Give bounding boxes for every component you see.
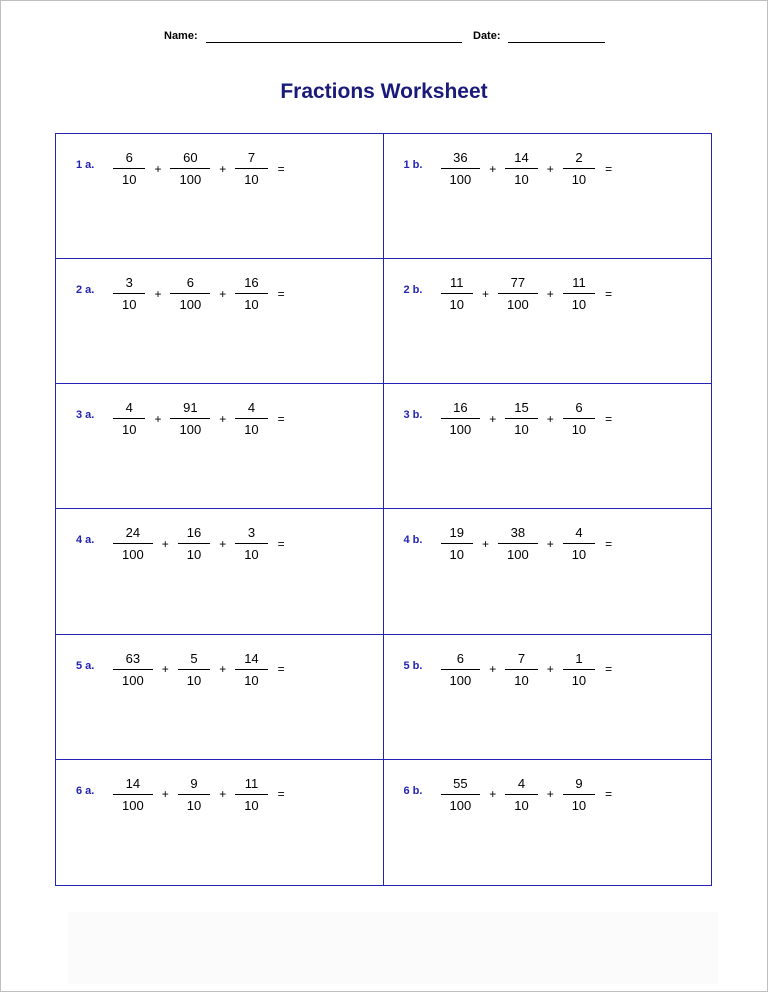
fraction-bar xyxy=(563,794,595,795)
fraction-expression xyxy=(111,650,285,689)
problem-label: 1 b. xyxy=(403,159,423,171)
fraction-expression xyxy=(439,775,613,814)
fraction-bar xyxy=(113,543,153,544)
problem-label: 5 a. xyxy=(76,659,95,672)
denominator: 10 xyxy=(449,297,464,313)
fraction xyxy=(439,274,475,313)
fraction-bar xyxy=(170,293,210,294)
denominator: 10 xyxy=(122,172,137,187)
fraction xyxy=(561,524,597,563)
problem-cell xyxy=(56,134,384,259)
equals-sign: = xyxy=(277,286,285,301)
denominator: 100 xyxy=(449,422,472,438)
problem-cell xyxy=(384,760,712,885)
fraction xyxy=(503,650,539,689)
numerator: 9 xyxy=(575,775,583,791)
denominator: 10 xyxy=(449,547,464,563)
numerator: 7 xyxy=(517,650,526,666)
problem-cell xyxy=(384,259,712,384)
fraction-bar xyxy=(113,418,145,419)
fraction-bar xyxy=(563,543,595,544)
problem-label: 2 b. xyxy=(403,284,423,297)
problem-label: 2 a. xyxy=(76,284,95,297)
numerator: 91 xyxy=(183,400,198,416)
plus-sign: + xyxy=(219,787,227,802)
denominator: 10 xyxy=(571,672,587,688)
denominator: 10 xyxy=(514,797,529,813)
name-label: Name: xyxy=(164,30,198,42)
problem-label: 6 a. xyxy=(76,784,95,797)
fraction-bar xyxy=(113,293,145,294)
fraction-bar xyxy=(563,669,595,670)
plus-sign: + xyxy=(481,536,489,551)
numerator: 36 xyxy=(453,150,468,165)
numerator: 6 xyxy=(125,150,133,165)
equals-sign: = xyxy=(277,536,285,551)
name-field-line[interactable] xyxy=(206,42,462,43)
fraction-bar xyxy=(498,543,538,544)
numerator: 19 xyxy=(449,525,464,541)
equals-sign: = xyxy=(277,411,285,426)
fraction xyxy=(168,399,212,438)
fraction xyxy=(561,274,597,313)
numerator: 9 xyxy=(190,775,198,791)
numerator: 14 xyxy=(244,650,259,666)
numerator: 11 xyxy=(449,275,464,291)
numerator: 63 xyxy=(125,650,141,666)
problem-label: 6 b. xyxy=(403,784,423,797)
plus-sign: + xyxy=(546,662,554,677)
denominator: 100 xyxy=(179,172,202,187)
fraction-bar xyxy=(113,669,153,670)
numerator: 55 xyxy=(453,775,468,791)
equals-sign: = xyxy=(605,536,613,551)
equals-sign: = xyxy=(605,662,613,677)
problem-label: 1 a. xyxy=(76,159,95,171)
problem-label: 5 b. xyxy=(403,659,423,672)
fraction-bar xyxy=(235,794,267,795)
denominator: 100 xyxy=(449,672,472,688)
numerator: 6 xyxy=(186,275,194,291)
problem-cell xyxy=(56,635,384,760)
plus-sign: + xyxy=(154,161,162,176)
fraction xyxy=(503,399,539,438)
denominator: 100 xyxy=(449,172,472,187)
fraction-bar xyxy=(505,418,537,419)
fraction xyxy=(503,775,539,814)
fraction xyxy=(439,650,483,689)
denominator: 10 xyxy=(571,172,587,187)
numerator: 4 xyxy=(247,400,256,416)
problem-cell xyxy=(384,509,712,634)
denominator: 10 xyxy=(122,422,137,438)
equals-sign: = xyxy=(277,662,285,677)
fraction-expression xyxy=(111,274,285,313)
denominator: 10 xyxy=(186,547,202,563)
plus-sign: + xyxy=(546,411,554,426)
fraction xyxy=(111,775,155,814)
denominator: 10 xyxy=(514,172,529,187)
plus-sign: + xyxy=(219,411,227,426)
fraction xyxy=(233,149,269,188)
fraction xyxy=(111,274,147,313)
numerator: 1 xyxy=(575,650,583,666)
numerator: 24 xyxy=(125,525,141,541)
numerator: 38 xyxy=(510,525,526,541)
fraction-expression xyxy=(439,149,613,188)
plus-sign: + xyxy=(489,662,497,677)
denominator: 100 xyxy=(506,297,529,313)
fraction xyxy=(561,149,597,188)
fraction xyxy=(561,650,597,689)
numerator: 16 xyxy=(244,275,259,291)
fraction-expression xyxy=(439,524,613,563)
fraction xyxy=(561,775,597,814)
equals-sign: = xyxy=(605,286,613,301)
plus-sign: + xyxy=(489,411,497,426)
fraction-expression xyxy=(439,274,613,313)
plus-sign: + xyxy=(154,286,162,301)
problem-cell xyxy=(56,760,384,885)
fraction-bar xyxy=(441,794,481,795)
fraction-bar xyxy=(505,794,537,795)
problem-cell xyxy=(56,259,384,384)
denominator: 10 xyxy=(514,422,529,438)
fraction xyxy=(176,524,212,563)
fraction xyxy=(111,650,155,689)
denominator: 100 xyxy=(506,547,529,563)
denominator: 100 xyxy=(122,672,144,688)
fraction-bar xyxy=(441,669,481,670)
fraction-bar xyxy=(178,543,210,544)
fraction xyxy=(561,399,597,438)
denominator: 100 xyxy=(449,797,472,813)
problem-label: 3 a. xyxy=(76,409,95,422)
fraction-bar xyxy=(235,418,267,419)
plus-sign: + xyxy=(546,787,554,802)
plus-sign: + xyxy=(219,662,227,677)
plus-sign: + xyxy=(161,787,169,802)
equals-sign: = xyxy=(605,161,613,176)
plus-sign: + xyxy=(489,787,497,802)
numerator: 16 xyxy=(186,525,202,541)
numerator: 2 xyxy=(575,150,583,165)
denominator: 10 xyxy=(571,297,587,313)
plus-sign: + xyxy=(161,662,169,677)
fraction-bar xyxy=(235,168,267,169)
fraction xyxy=(439,149,483,188)
fraction-expression xyxy=(111,399,285,438)
denominator: 100 xyxy=(179,422,202,438)
fraction-bar xyxy=(505,669,537,670)
fraction xyxy=(168,149,212,188)
plus-sign: + xyxy=(546,536,554,551)
fraction xyxy=(233,524,269,563)
denominator: 100 xyxy=(122,547,144,563)
fraction-bar xyxy=(235,543,267,544)
denominator: 10 xyxy=(186,797,202,813)
footer-area xyxy=(68,912,718,984)
fraction xyxy=(168,274,212,313)
fraction-expression xyxy=(111,775,285,814)
plus-sign: + xyxy=(154,411,162,426)
equals-sign: = xyxy=(605,411,613,426)
fraction xyxy=(111,149,147,188)
denominator: 10 xyxy=(571,547,587,563)
denominator: 100 xyxy=(122,797,144,813)
fraction xyxy=(439,775,483,814)
numerator: 14 xyxy=(125,775,141,791)
problem-label: 4 b. xyxy=(403,534,423,547)
fraction xyxy=(176,775,212,814)
fraction xyxy=(111,399,147,438)
denominator: 10 xyxy=(244,547,259,563)
equals-sign: = xyxy=(277,787,285,802)
denominator: 10 xyxy=(571,797,587,813)
plus-sign: + xyxy=(219,286,227,301)
fraction-bar xyxy=(178,669,210,670)
fraction xyxy=(439,399,483,438)
fraction xyxy=(233,650,269,689)
fraction-bar xyxy=(170,168,210,169)
numerator: 77 xyxy=(510,275,526,291)
plus-sign: + xyxy=(219,161,227,176)
problem-cell xyxy=(384,635,712,760)
denominator: 100 xyxy=(179,297,202,313)
page-title: Fractions Worksheet xyxy=(280,80,488,103)
fraction-expression xyxy=(111,149,285,188)
numerator: 4 xyxy=(125,400,133,416)
numerator: 60 xyxy=(183,150,198,165)
fraction-bar xyxy=(563,168,595,169)
numerator: 4 xyxy=(517,775,526,791)
fraction xyxy=(176,650,212,689)
numerator: 15 xyxy=(514,400,529,416)
denominator: 10 xyxy=(571,422,587,438)
fraction-bar xyxy=(235,669,267,670)
fraction xyxy=(503,149,539,188)
numerator: 3 xyxy=(247,525,256,541)
numerator: 3 xyxy=(125,275,133,291)
fraction-bar xyxy=(505,168,537,169)
plus-sign: + xyxy=(481,286,489,301)
numerator: 11 xyxy=(244,775,259,791)
plus-sign: + xyxy=(219,536,227,551)
problem-label: 4 a. xyxy=(76,534,95,547)
date-field-line[interactable] xyxy=(508,42,605,43)
equals-sign: = xyxy=(277,161,285,176)
numerator: 6 xyxy=(456,650,464,666)
fraction xyxy=(233,399,269,438)
problem-cell xyxy=(384,384,712,509)
plus-sign: + xyxy=(161,536,169,551)
denominator: 10 xyxy=(244,797,259,813)
date-label: Date: xyxy=(473,30,501,42)
fraction xyxy=(233,775,269,814)
denominator: 10 xyxy=(244,172,259,187)
fraction-bar xyxy=(178,794,210,795)
problem-cell xyxy=(56,384,384,509)
numerator: 11 xyxy=(572,275,586,291)
denominator: 10 xyxy=(244,297,259,313)
numerator: 7 xyxy=(247,150,256,165)
fraction-bar xyxy=(441,418,481,419)
problem-label: 3 b. xyxy=(403,409,423,422)
fraction-bar xyxy=(563,293,595,294)
denominator: 10 xyxy=(244,422,259,438)
fraction-bar xyxy=(170,418,210,419)
fraction xyxy=(496,524,540,563)
numerator: 16 xyxy=(453,400,468,416)
denominator: 10 xyxy=(186,672,202,688)
problem-cell xyxy=(384,134,712,259)
numerator: 14 xyxy=(514,150,529,165)
denominator: 10 xyxy=(244,672,259,688)
numerator: 6 xyxy=(575,400,583,416)
fraction-bar xyxy=(113,794,153,795)
plus-sign: + xyxy=(546,161,554,176)
numerator: 4 xyxy=(575,525,583,541)
plus-sign: + xyxy=(489,161,497,176)
fraction xyxy=(111,524,155,563)
denominator: 10 xyxy=(122,297,137,313)
denominator: 10 xyxy=(514,672,529,688)
fraction-bar xyxy=(441,168,481,169)
plus-sign: + xyxy=(546,286,554,301)
fraction-bar xyxy=(498,293,538,294)
fraction-bar xyxy=(563,418,595,419)
equals-sign: = xyxy=(605,787,613,802)
problem-cell xyxy=(56,509,384,634)
fraction-expression xyxy=(111,524,285,563)
fraction-expression xyxy=(439,650,613,689)
fraction-expression xyxy=(439,399,613,438)
fraction xyxy=(439,524,475,563)
fraction xyxy=(496,274,540,313)
numerator: 5 xyxy=(190,650,198,666)
fraction-bar xyxy=(441,293,473,294)
fraction xyxy=(233,274,269,313)
fraction-bar xyxy=(441,543,473,544)
fraction-bar xyxy=(113,168,145,169)
fraction-bar xyxy=(235,293,267,294)
problem-grid xyxy=(55,133,712,886)
